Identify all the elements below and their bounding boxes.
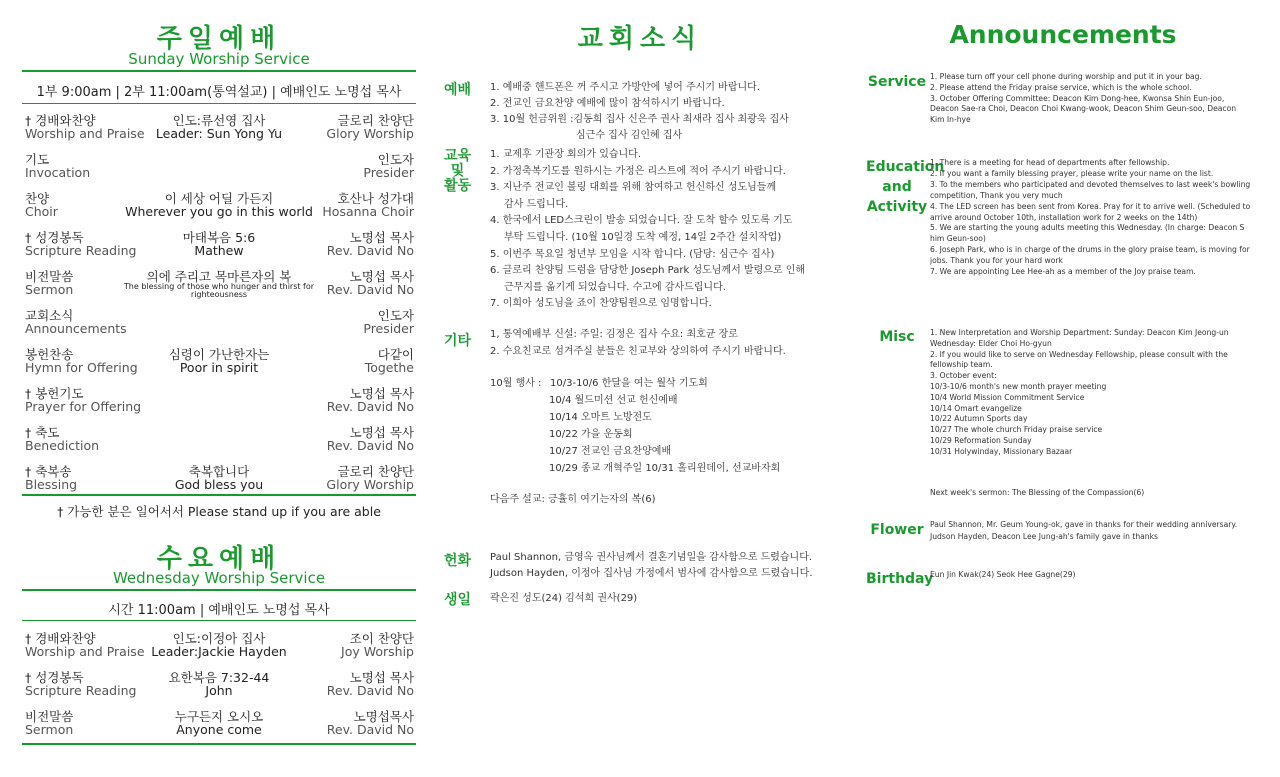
- order-leader-kr: 노명섭 목사: [349, 269, 414, 284]
- ann-text-line: competition, Thank you very much: [930, 190, 1063, 200]
- order-item-name: [25, 192, 58, 218]
- sunday-subtitle: Sunday Worship Service: [128, 50, 310, 68]
- order-row: [22, 387, 416, 421]
- order-item-en: Choir: [25, 204, 58, 219]
- divider: [22, 589, 416, 591]
- order-row: [22, 671, 416, 705]
- order-item-detail: [122, 231, 316, 257]
- order-item-kr: 봉헌찬송: [25, 347, 74, 362]
- ann-service-label: Service: [867, 74, 927, 90]
- order-item-name: [25, 309, 127, 335]
- order-item-leader: [326, 114, 414, 140]
- october-line: 10/3-10/6 한달을 여는 월삭 기도회: [550, 378, 708, 389]
- order-item-name: [25, 465, 77, 491]
- ann-text-line: 2. If you want a family blessing prayer, please write your name on the list.: [930, 168, 1214, 178]
- order-detail-kr: 인도:류선영 집사: [172, 113, 266, 128]
- order-leader-en: Joy Worship: [341, 644, 414, 659]
- order-item-leader: [363, 153, 414, 179]
- order-leader-kr: 노명섭 목사: [349, 670, 414, 685]
- ann-text-line: 7. We are appointing Lee Hee-ah as a member of the Joy praise team.: [930, 267, 1196, 276]
- news-title: 교회소식: [577, 24, 703, 54]
- order-item-kr: † 축복송: [25, 464, 72, 479]
- order-item-en: Hymn for Offering: [25, 360, 138, 375]
- order-detail-en: Mathew: [194, 243, 244, 258]
- order-row: [22, 231, 416, 265]
- order-item-en: Scripture Reading: [25, 243, 137, 258]
- ann-flower-label: Flower: [870, 522, 924, 538]
- order-leader-en: Rev. David No: [326, 438, 414, 453]
- order-leader-kr: 호산나 성가대: [337, 191, 414, 206]
- order-leader-kr: 글로리 찬양단: [337, 464, 414, 479]
- order-leader-en: Glory Worship: [326, 126, 414, 141]
- news-line: 2. 가정축복기도를 원하시는 가정은 리스트에 적어 주시기 바랍니다.: [490, 165, 786, 177]
- order-item-en: Invocation: [25, 165, 91, 180]
- divider: [22, 494, 416, 496]
- news-line: 심근수 집사 김인혜 집사: [576, 130, 683, 141]
- order-item-leader: [322, 192, 414, 218]
- order-item-kr: 기도: [25, 152, 50, 167]
- ann-text-line: 1. Please turn off your cell phone during worship and put it in your bag.: [930, 72, 1202, 81]
- order-item-name: [25, 348, 138, 374]
- order-item-leader: [327, 387, 414, 413]
- order-item-en: Sermon: [25, 282, 74, 297]
- order-item-en: Sermon: [25, 722, 74, 737]
- news-flower-label: 헌화: [444, 553, 472, 569]
- wednesday-time-line: 시간 11:00am | 예배인도 노명섭 목사: [108, 603, 330, 618]
- news-line: 1, 통역예배부 신설: 주일: 김정은 집사 수요: 최호균 장로: [490, 329, 738, 340]
- ann-misc-label: Misc: [879, 329, 915, 345]
- order-leader-en: Rev. David No: [326, 683, 414, 698]
- ann-birthday-text: Eun Jin Kwak(24) Seok Hee Gagne(29): [930, 570, 1076, 579]
- news-line: Paul Shannon, 금영옥 권사님께서 결혼기념일을 감사함으로 드렸습니다.: [490, 552, 813, 563]
- sunday-time-line: 1부 9:00am | 2부 11:00am(통역설교) | 예배인도 노명섭 목사: [36, 85, 402, 100]
- order-row: [22, 632, 416, 666]
- order-item-leader: [327, 270, 414, 296]
- order-leader-kr: 인도자: [377, 152, 414, 167]
- order-item-kr: 찬양: [25, 191, 50, 206]
- order-item-name: [25, 710, 73, 736]
- ann-text-line: Judson Hayden, Deacon Lee Jung-ah's family gave in thanks: [930, 532, 1158, 541]
- announcements-title: Announcements: [949, 20, 1177, 49]
- news-line: 1. 예배중 핸드폰은 꺼 주시고 가방안에 넣어 주시기 바랍니다.: [490, 82, 760, 93]
- next-sermon: 다음주 설교: 긍휼히 여기는자의 복(6): [490, 494, 656, 505]
- ann-text-line: arrive around October 10th, installation work for 2 weeks on the 14th): [930, 212, 1198, 222]
- order-item-en: Blessing: [25, 477, 78, 492]
- order-item-kr: † 봉헌기도: [25, 386, 84, 401]
- order-item-name: [25, 270, 73, 296]
- order-detail-en: Anyone come: [176, 722, 262, 737]
- order-item-en: Worship and Praise: [25, 126, 145, 141]
- divider: [22, 620, 416, 621]
- order-detail-kr: 심령이 가난한자는: [168, 347, 270, 362]
- order-item-leader: [365, 348, 414, 374]
- order-detail-kr: 이 세상 어딜 가든지: [164, 191, 274, 206]
- order-item-leader: [327, 426, 414, 452]
- order-item-kr: † 경배와찬양: [25, 113, 96, 128]
- ann-text-line: 1. There is a meeting for head of departments after fellowship.: [930, 158, 1170, 167]
- divider: [22, 743, 416, 745]
- order-item-leader: [363, 309, 414, 335]
- order-detail-kr: 마태복음 5:6: [182, 230, 256, 245]
- order-row: [22, 270, 416, 304]
- order-row: [22, 710, 416, 744]
- order-detail-en: Leader: Sun Yong Yu: [155, 126, 283, 141]
- ann-text-line: him Geun-soo): [930, 234, 986, 244]
- order-leader-en: Rev. David No: [326, 282, 414, 297]
- order-item-kr: † 성경봉독: [25, 670, 84, 685]
- order-leader-kr: 노명섭 목사: [349, 386, 414, 401]
- order-item-leader: [326, 465, 414, 491]
- ann-text-line: 10/14 Omart evangelize: [930, 403, 1022, 413]
- ann-text-line: 4. The LED screen has been sent from Korea. Pray for it to arrive well. (Scheduled to: [930, 201, 1251, 211]
- order-item-en: Announcements: [25, 321, 127, 336]
- order-leader-en: Presider: [363, 165, 414, 180]
- news-edu-label: 교육 및 활동: [444, 148, 472, 194]
- october-label: 10월 행사 :: [490, 378, 542, 389]
- order-detail-en: John: [205, 683, 233, 698]
- order-leader-en: Glory Worship: [326, 477, 414, 492]
- order-leader-kr: 글로리 찬양단: [337, 113, 414, 128]
- order-leader-en: Hosanna Choir: [322, 204, 414, 219]
- order-leader-en: Togethe: [364, 360, 414, 375]
- order-leader-kr: 노명섭목사: [353, 709, 414, 724]
- ann-text-line: 2. Please attend the Friday praise service, which is the whole school.: [930, 82, 1192, 92]
- order-row: [22, 309, 416, 343]
- october-line: 10/14 오마트 노방전도: [549, 412, 652, 423]
- order-detail-kr: 의에 주리고 목마른자의 복: [146, 269, 292, 284]
- order-row: [22, 348, 416, 382]
- order-item-detail: [122, 710, 316, 736]
- order-item-leader: [327, 710, 414, 736]
- order-item-kr: † 축도: [25, 425, 60, 440]
- ann-text-line: 10/3-10/6 month's new month prayer meeting: [930, 382, 1107, 391]
- news-line: 감사 드립니다.: [504, 198, 569, 210]
- order-leader-en: Rev. David No: [326, 243, 414, 258]
- order-item-en: Scripture Reading: [25, 683, 137, 698]
- ann-text-line: 3. To the members who participated and devoted themselves to last week's bowling: [930, 179, 1251, 189]
- october-line: 10/22 가을 운동회: [549, 429, 633, 440]
- order-detail-kr: 축복합니다: [188, 464, 250, 479]
- ann-edu-label: Education and Activity: [866, 159, 945, 215]
- ann-text-line: 6. Joseph Park, who is in charge of the drums in the glory praise team, is moving for: [930, 245, 1250, 255]
- ann-text-line: 10/29 Reformation Sunday: [930, 436, 1032, 445]
- october-line: 10/4 월드미션 선교 헌신예배: [549, 395, 678, 406]
- order-item-kr: † 경배와찬양: [25, 631, 96, 646]
- order-leader-kr: 다같이: [377, 347, 414, 362]
- ann-text-line: Paul Shannon, Mr. Geum Young-ok, gave in thanks for their wedding anniversary.: [930, 520, 1238, 529]
- news-line: 4. 한국에서 LED스크린이 발송 되었습니다. 잘 도착 할수 있도록 기도: [490, 215, 793, 227]
- order-detail-kr: 요한복음 7:32-44: [168, 670, 270, 685]
- order-item-detail: [122, 465, 316, 491]
- wednesday-title: 수요예배: [156, 544, 282, 574]
- order-detail-en: The blessing of those who hunger and thirst for righteousness: [123, 282, 315, 299]
- ann-text-line: Deacon Sae-ra Choi, Deacon Choi Kwang-wook, Deacon Shim Geun-soo, Deacon: [930, 104, 1237, 114]
- ann-birthday-label: Birthday: [866, 571, 934, 587]
- order-detail-kr: 인도:이정아 집사: [172, 631, 266, 646]
- ann-text-line: 5. We are starting the young adults meeting this Wednesday. (In charge: Deacon S: [930, 223, 1245, 233]
- order-item-detail: [122, 270, 316, 299]
- order-row: [22, 192, 416, 226]
- ann-text-line: 10/31 Holywinday, Missionary Bazaar: [930, 446, 1073, 456]
- divider: [22, 103, 416, 104]
- order-leader-kr: 인도자: [377, 308, 414, 323]
- order-item-leader: [327, 231, 414, 257]
- ann-text-line: fellowship team.: [930, 360, 993, 370]
- news-line: 2. 전교인 금요찬양 예배에 많이 참석하시기 바랍니다.: [490, 98, 725, 109]
- order-item-name: [25, 426, 99, 452]
- order-item-detail: [122, 192, 316, 218]
- ann-text-line: 1. New Interpretation and Worship Department: Sunday: Deacon Kim Jeong-un: [930, 328, 1229, 337]
- order-detail-en: Poor in spirit: [179, 360, 259, 375]
- october-line: 10/27 전교인 금요찬양예배: [549, 446, 672, 457]
- divider: [22, 70, 416, 72]
- ann-text-line: 10/4 World Mission Commitment Service: [930, 392, 1085, 402]
- order-item-en: Worship and Praise: [25, 644, 145, 659]
- news-line: 2. 수요친교로 섬겨주실 분들은 친교부와 상의하여 주시기 바랍니다.: [490, 346, 786, 357]
- order-detail-en: God bless you: [174, 477, 264, 492]
- order-item-kr: 교회소식: [25, 308, 74, 323]
- order-leader-kr: 노명섭 목사: [349, 425, 414, 440]
- ann-text-line: 2. If you would like to serve on Wednesday Fellowship, please consult with the: [930, 349, 1228, 359]
- ann-text-line: Kim In-hye: [930, 115, 971, 125]
- order-detail-kr: 누구든지 오시오: [174, 709, 264, 724]
- ann-text-line: 10/27 The whole church Friday praise service: [930, 425, 1103, 435]
- order-leader-kr: 노명섭 목사: [349, 230, 414, 245]
- news-line: 5. 이번주 목요일 청년부 모임을 시작 합니다. (담당: 심근수 집사): [490, 248, 775, 260]
- order-leader-en: Rev. David No: [326, 722, 414, 737]
- order-item-en: Prayer for Offering: [25, 399, 142, 414]
- order-row: [22, 114, 416, 148]
- news-birthday-label: 생일: [444, 592, 472, 608]
- order-detail-en: Wherever you go in this world: [125, 204, 313, 219]
- order-item-kr: 비전말씀: [25, 709, 74, 724]
- ann-text-line: Next week's sermon: The Blessing of the Compassion(6): [930, 488, 1145, 497]
- news-line: 7. 이희아 성도님을 죠이 찬양팀원으로 임명합니다.: [490, 298, 712, 310]
- order-item-name: [25, 231, 136, 257]
- order-row: [22, 153, 416, 187]
- news-worship-label: 예배: [444, 82, 472, 98]
- news-birthday-text: 곽은진 성도(24) 김석희 권사(29): [490, 593, 638, 604]
- news-line: 1. 교제후 기관장 회의가 있습니다.: [490, 149, 642, 160]
- news-line: 6. 글로리 찬양팀 드럼을 담당한 Joseph Park 성도님께서 발령으로 인해: [490, 265, 806, 277]
- order-leader-kr: 조이 찬양단: [349, 631, 414, 646]
- order-item-leader: [327, 671, 414, 697]
- ann-text-line: 3. October Offering Committee: Deacon Kim Dong-hee, Kwonsa Shin Eun-joo,: [930, 93, 1225, 103]
- wednesday-subtitle: Wednesday Worship Service: [112, 569, 326, 587]
- order-row: [22, 426, 416, 460]
- ann-text-line: 10/22 Autumn Sports day: [930, 414, 1028, 424]
- ann-text-line: Wednesday: Elder Choi Ho-gyun: [930, 338, 1052, 348]
- order-item-name: [25, 671, 136, 697]
- ann-text-line: 3. October event:: [930, 371, 997, 381]
- news-line: Judson Hayden, 이정아 집사님 가정에서 범사에 감사함으로 드렸습니다.: [490, 568, 813, 579]
- order-item-name: [25, 387, 141, 413]
- order-item-leader: [341, 632, 414, 658]
- order-detail-en: Leader:Jackie Hayden: [151, 644, 287, 659]
- order-item-kr: 비전말씀: [25, 269, 74, 284]
- order-item-name: [25, 153, 90, 179]
- news-line: 근무지를 옮기게 되었습니다. 수고에 감사드립니다.: [504, 281, 726, 293]
- news-line: 3. 10월 헌금위원 :김동희 집사 신은주 권사 최새라 집사 최광욱 집사: [490, 114, 789, 125]
- news-line: 3. 지난주 전교인 볼링 대회를 위해 참여하고 헌신하신 성도님들께: [490, 182, 777, 194]
- order-leader-en: Rev. David No: [326, 399, 414, 414]
- order-item-en: Benediction: [25, 438, 100, 453]
- order-leader-en: Presider: [363, 321, 414, 336]
- sunday-title: 주일예배: [156, 24, 282, 54]
- ann-text-line: jobs. Thank you for your hard work: [930, 256, 1063, 266]
- stand-note: † 가능한 분은 일어서서 Please stand up if you are able: [57, 504, 381, 519]
- october-line: 10/29 종교 개혁주일 10/31 홀리윈데이, 선교바자회: [549, 463, 781, 474]
- order-item-detail: [122, 671, 316, 697]
- order-item-kr: † 성경봉독: [25, 230, 84, 245]
- news-misc-label: 기타: [444, 333, 472, 349]
- order-item-detail: [122, 114, 316, 140]
- news-line: 부탁 드립니다. (10월 10일경 도착 예정, 14일 2주간 설치작업): [504, 232, 782, 243]
- order-item-detail: [122, 632, 316, 658]
- order-item-detail: [122, 348, 316, 374]
